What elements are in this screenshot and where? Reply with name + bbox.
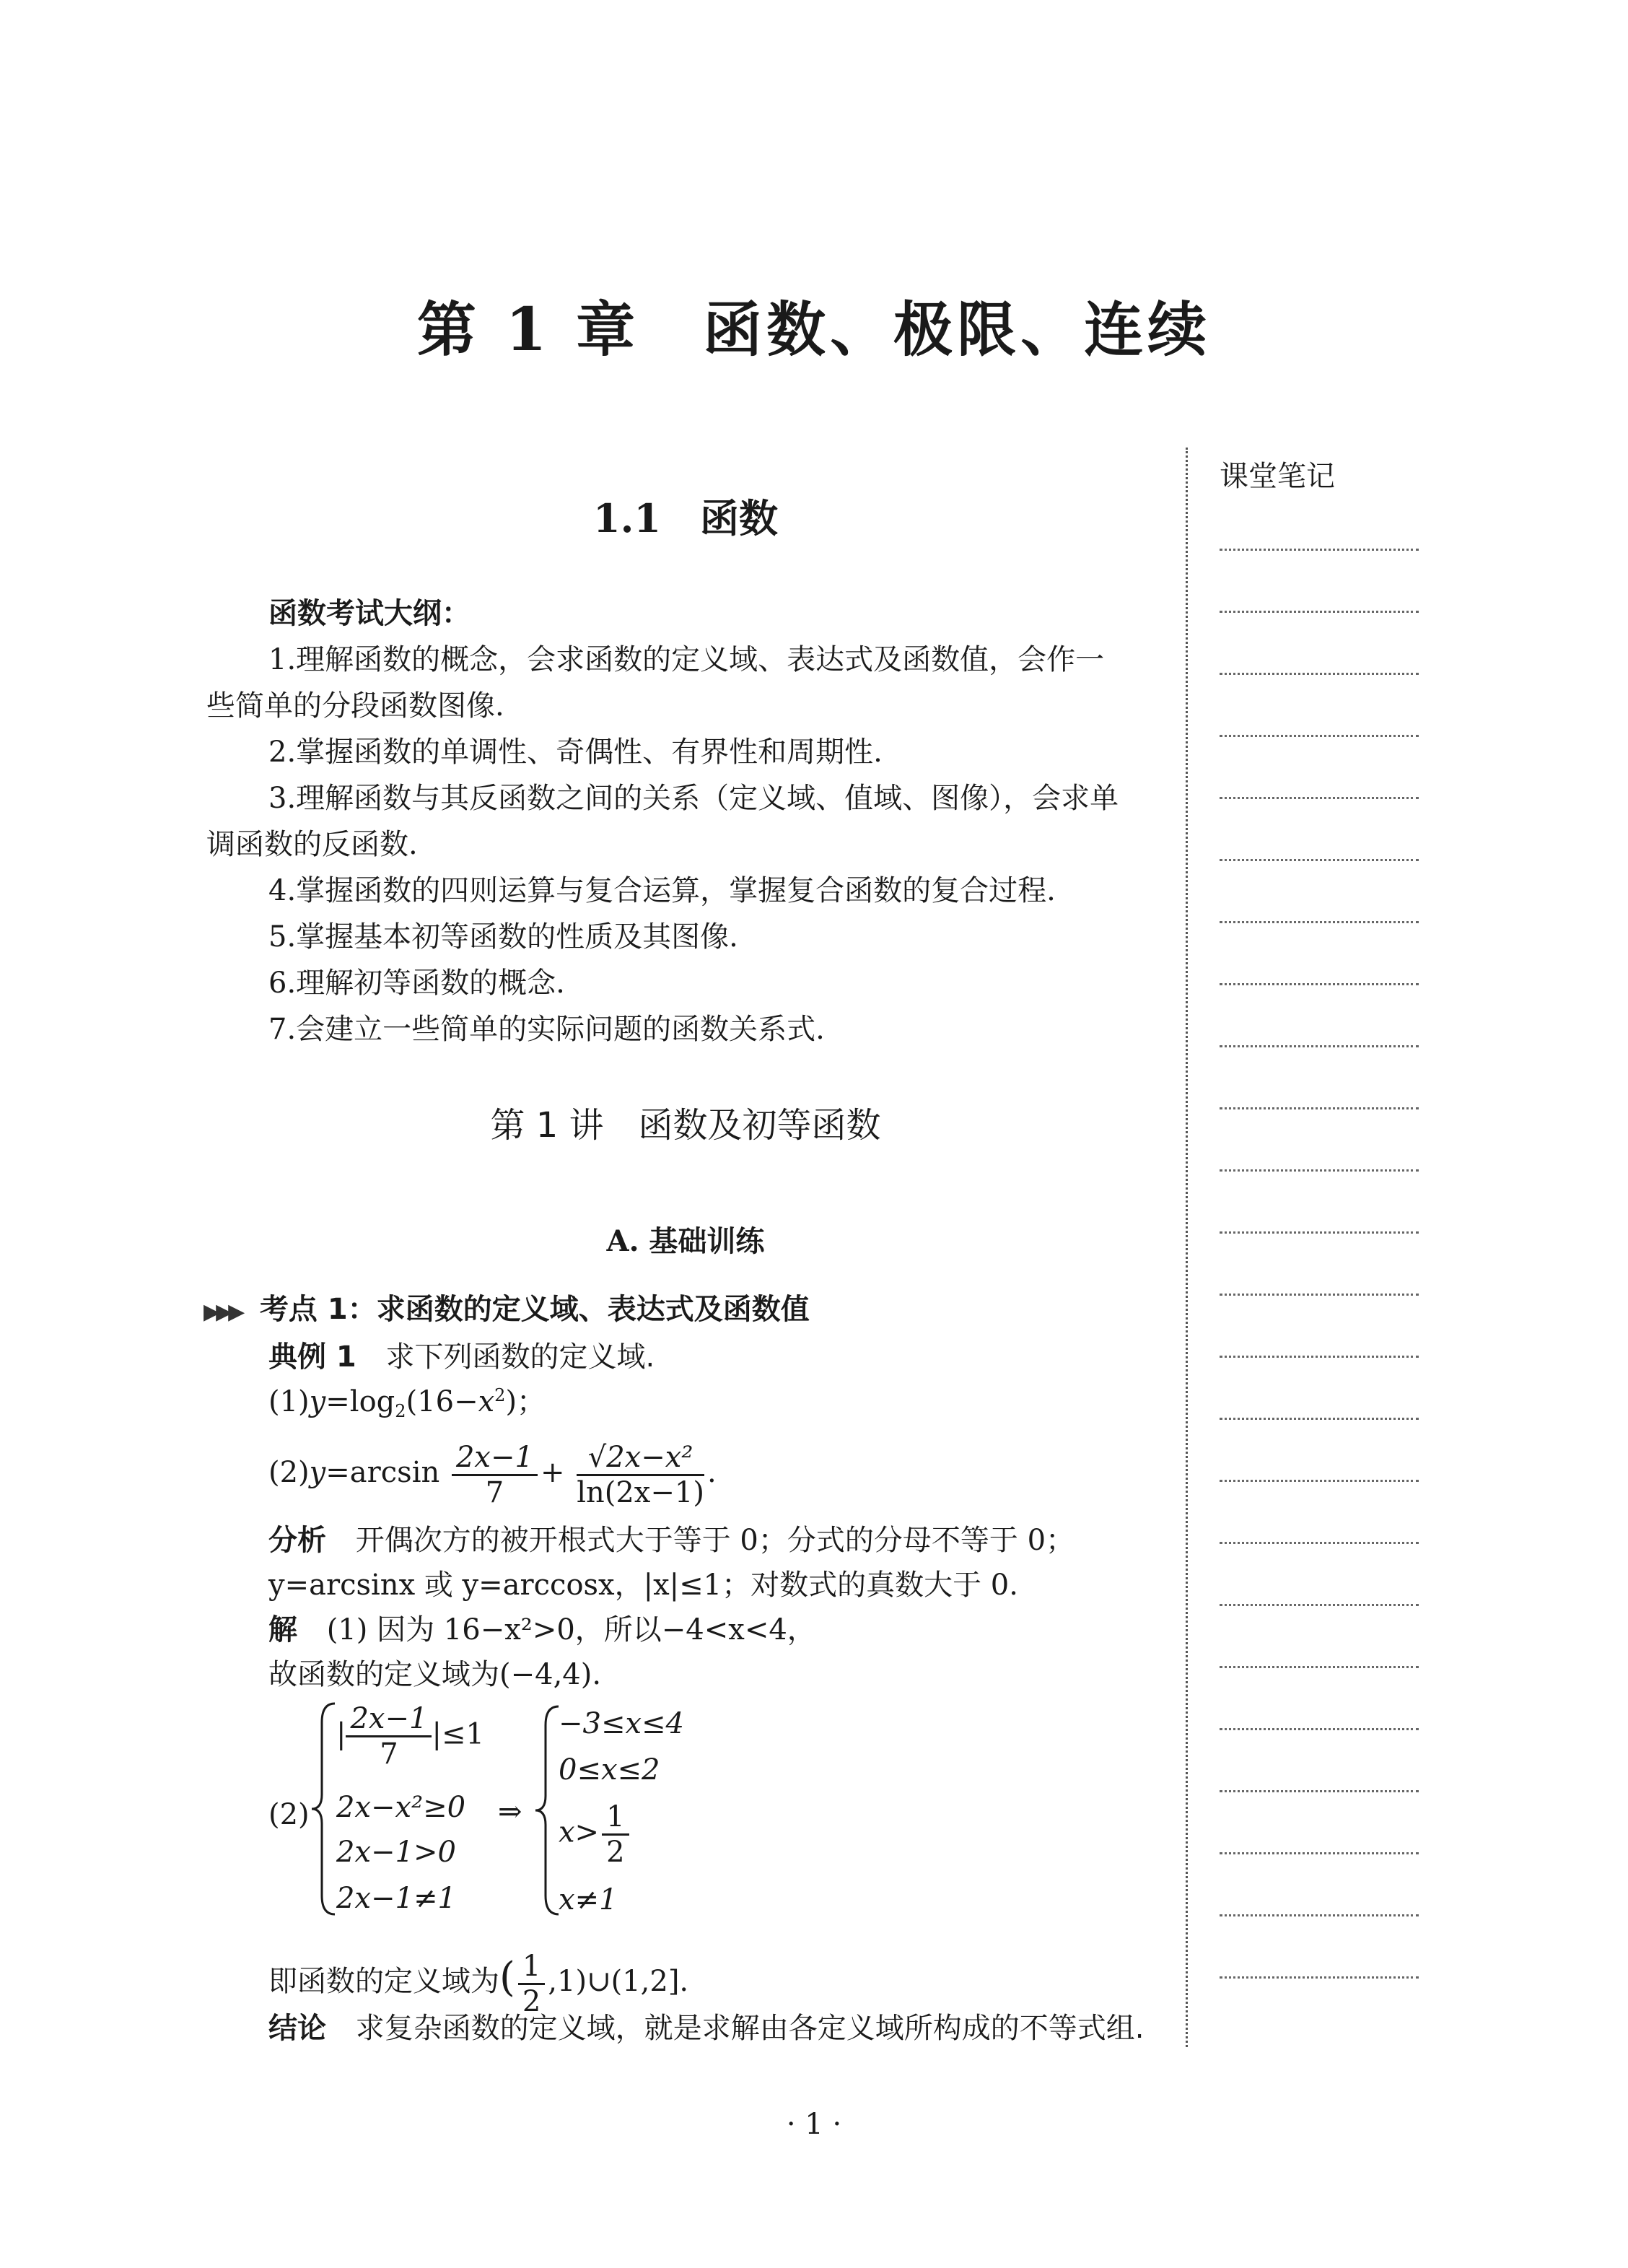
page-number: · 1 ·: [786, 2108, 842, 2141]
note-line: [1220, 1107, 1419, 1109]
solution-line-1: [268, 1613, 816, 1647]
syllabus-item-1b: 些简单的分段函数图像.: [206, 689, 504, 723]
right-row-3: [559, 1800, 632, 1869]
note-line: [1220, 921, 1419, 923]
syllabus-item-4: 4.掌握函数的四则运算与复合运算，掌握复合函数的复合过程.: [268, 874, 1056, 907]
fraction-denominator: 7: [380, 1737, 398, 1771]
fraction-denominator: 2: [522, 1984, 541, 2018]
part-1-prefix: (1): [268, 1385, 310, 1418]
fraction-denominator: 7: [485, 1475, 504, 1509]
example-line: [268, 1340, 655, 1374]
right-row-1: −3≤x≤4: [559, 1707, 685, 1740]
example-part-1: [268, 1384, 546, 1419]
abs-fraction: [346, 1702, 432, 1771]
part-2-arcsin: =arcsin: [325, 1456, 440, 1489]
conclusion-label: 结论: [268, 2012, 326, 2045]
left-row-4: 2x−1≠1: [336, 1882, 456, 1915]
analysis-text-1: 开偶次方的被开根式大于等于 0；分式的分母不等于 0；: [355, 1524, 1075, 1557]
left-row-3: 2x−1>0: [336, 1836, 456, 1869]
fraction-numerator: 2x−1: [346, 1702, 432, 1737]
fraction-denominator: 2: [606, 1836, 625, 1869]
syllabus-item-5: 5.掌握基本初等函数的性质及其图像.: [268, 920, 738, 954]
syllabus-item-3a: 3.理解函数与其反函数之间的关系（定义域、值域、图像），会求单: [268, 782, 1119, 815]
abs-bar-left: |: [336, 1717, 346, 1751]
syllabus-item-2: 2.掌握函数的单调性、奇偶性、有界性和周期性.: [268, 736, 883, 769]
plus-sign: +: [540, 1456, 565, 1489]
exponent: 2: [494, 1385, 506, 1405]
note-line: [1220, 673, 1419, 675]
chapter-title: 第 1 章 函数、极限、连续: [416, 295, 1212, 365]
analysis-label: 分析: [268, 1524, 326, 1557]
note-line: [1220, 983, 1419, 985]
var-y: y: [309, 1385, 326, 1418]
note-line: [1220, 1294, 1419, 1296]
note-line: [1220, 1231, 1419, 1234]
left-brace-icon: [309, 1701, 338, 1917]
syllabus-item-3b: 调函数的反函数.: [206, 828, 418, 861]
fraction-numerator: 2x−1: [452, 1441, 538, 1476]
part-1-paren: (16−: [406, 1385, 478, 1418]
fraction-denominator: ln(2x−1): [577, 1475, 704, 1509]
example-part-2: [268, 1436, 717, 1509]
triple-arrow-icon: ▶▶▶: [204, 1299, 241, 1325]
fraction-arcsin-arg: [452, 1441, 538, 1509]
note-line: [1220, 797, 1419, 799]
note-line: [1220, 1480, 1419, 1482]
log-base: 2: [395, 1401, 406, 1421]
syllabus-heading: 函数考试大纲：: [268, 597, 471, 630]
section-title: 1.1 函数: [593, 495, 778, 541]
syllabus-item-1a: 1.理解函数的概念，会求函数的定义域、表达式及函数值，会作一: [268, 643, 1105, 676]
fraction-answer-half: [518, 1950, 545, 2018]
var-y: y: [309, 1456, 326, 1489]
fraction-numerator: 1: [518, 1950, 545, 1985]
fraction-one-half: [602, 1800, 629, 1869]
notes-divider: [1186, 448, 1188, 2047]
solution-label: 解: [268, 1613, 297, 1647]
system-prefix: (2): [268, 1798, 310, 1831]
fraction-sqrt-over-ln: [577, 1441, 704, 1509]
note-line: [1220, 611, 1419, 613]
note-line: [1220, 1356, 1419, 1358]
right-row-4: x≠1: [559, 1883, 618, 1916]
left-row-2: 2x−x²≥0: [336, 1791, 466, 1824]
answer-rest: ,1)∪(1,2].: [548, 1965, 689, 1998]
answer-open-paren: (: [499, 1954, 515, 2001]
syllabus-item-7: 7.会建立一些简单的实际问题的函数关系式.: [268, 1013, 825, 1046]
note-line: [1220, 735, 1419, 737]
fraction-numerator: √2x−x²: [577, 1441, 704, 1476]
note-line: [1220, 549, 1419, 551]
notes-title: 课堂笔记: [1220, 460, 1335, 493]
left-row-1: [336, 1702, 484, 1771]
note-line: [1220, 1728, 1419, 1730]
conclusion-line: [268, 2011, 1144, 2046]
answer-prefix: 即函数的定义域为: [268, 1965, 499, 1998]
left-row-1-relation: ≤1: [441, 1717, 484, 1751]
note-line: [1220, 1914, 1419, 1916]
part-2-end: .: [706, 1456, 717, 1489]
example-label: 典例 1: [268, 1340, 356, 1374]
part-1-log: =log: [325, 1385, 395, 1418]
right-brace-icon: [533, 1704, 561, 1917]
topic-title: 考点 1：求函数的定义域、表达式及函数值: [259, 1293, 810, 1326]
note-line: [1220, 1045, 1419, 1047]
solution-line-2: 故函数的定义域为(−4,4).: [268, 1658, 602, 1691]
note-line: [1220, 1542, 1419, 1544]
part-2-prefix: (2): [268, 1456, 310, 1489]
analysis-line-2: y=arcsinx 或 y=arccosx，|x|≤1；对数式的真数大于 0.: [268, 1569, 1018, 1602]
note-line: [1220, 1169, 1419, 1172]
right-row-2: 0≤x≤2: [559, 1753, 660, 1787]
analysis-line-1: [268, 1523, 1075, 1558]
note-line: [1220, 1418, 1419, 1420]
right-row-3-lhs: x>: [559, 1815, 600, 1849]
note-line: [1220, 1790, 1419, 1792]
lecture-title: 第 1 讲 函数及初等函数: [490, 1105, 881, 1146]
note-line: [1220, 1976, 1419, 1979]
abs-bar-right: |: [432, 1717, 442, 1751]
topic-line: [204, 1292, 810, 1330]
fraction-numerator: 1: [602, 1800, 629, 1836]
note-line: [1220, 1666, 1419, 1668]
note-line: [1220, 1852, 1419, 1854]
implies-arrow: ⇒: [498, 1795, 522, 1828]
example-text: 求下列函数的定义域.: [385, 1340, 655, 1374]
syllabus-item-6: 6.理解初等函数的概念.: [268, 967, 565, 1000]
sub-title: A. 基础训练: [606, 1224, 765, 1258]
note-line: [1220, 859, 1419, 861]
note-line: [1220, 1604, 1419, 1606]
answer-line: [268, 1942, 688, 2018]
part-1-end: )；: [505, 1385, 546, 1418]
conclusion-text: 求复杂函数的定义域，就是求解由各定义域所构成的不等式组.: [355, 2012, 1145, 2045]
solution-text-1: (1) 因为 16−x²>0，所以−4<x<4，: [326, 1613, 816, 1647]
var-x: x: [478, 1385, 495, 1418]
